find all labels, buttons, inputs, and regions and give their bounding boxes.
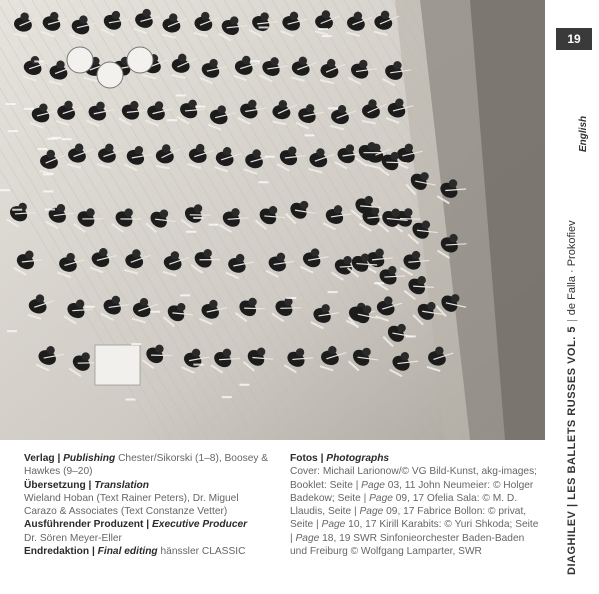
credits-right-column <box>290 452 540 558</box>
series-subtitle: de Falla · Prokofiev <box>566 220 578 316</box>
series-title <box>566 155 578 575</box>
series-separator: | <box>566 319 578 323</box>
language-label: English <box>578 115 589 152</box>
series-title-main: DIAGHILEV | LES BALLETS RUSSES VOL. 5 <box>566 326 578 575</box>
credit-final-editing: Endredaktion | Final editing hänssler CLASSIC <box>24 546 246 558</box>
credit-photographs-text: Cover: Michail Larionow/© VG Bild-Kunst, akg-images; Booklet: Seite | Page 03, 11 John Neumeier: © Holger Badekow; Seite | Page 09, 17 Ofelia Sala: © M. D. Llaudis, Seite | Page 09, 17 Fabrice Bollon: © privat, Seite | Page 10, 17 Kirill Karabits: © Yuri Shkoda; Seite | Page 18, 19 SWR Sinfonieorchester Baden-Baden und Freiburg © Wolfgang Lamparter, SWR <box>290 466 539 558</box>
credit-translation-text: Wieland Hoban (Text Rainer Peters), Dr. Miguel Carazo & Associates (Text Constanze Vetter) <box>24 492 239 518</box>
credit-photographs: Fotos | Photographs <box>290 453 390 464</box>
credit-publishing: Verlag | Publishing Chester/Sikorski (1–8), Boosey & Hawkes (9–20) <box>24 453 269 478</box>
credit-executive-producer-text: Dr. Sören Meyer-Eller <box>24 532 122 544</box>
credit-translation: Übersetzung | Translation <box>24 479 149 491</box>
credit-executive-producer: Ausführender Produzent | Executive Producer <box>24 519 248 531</box>
page-number: 19 <box>556 28 592 50</box>
credits-left-column <box>24 452 274 558</box>
